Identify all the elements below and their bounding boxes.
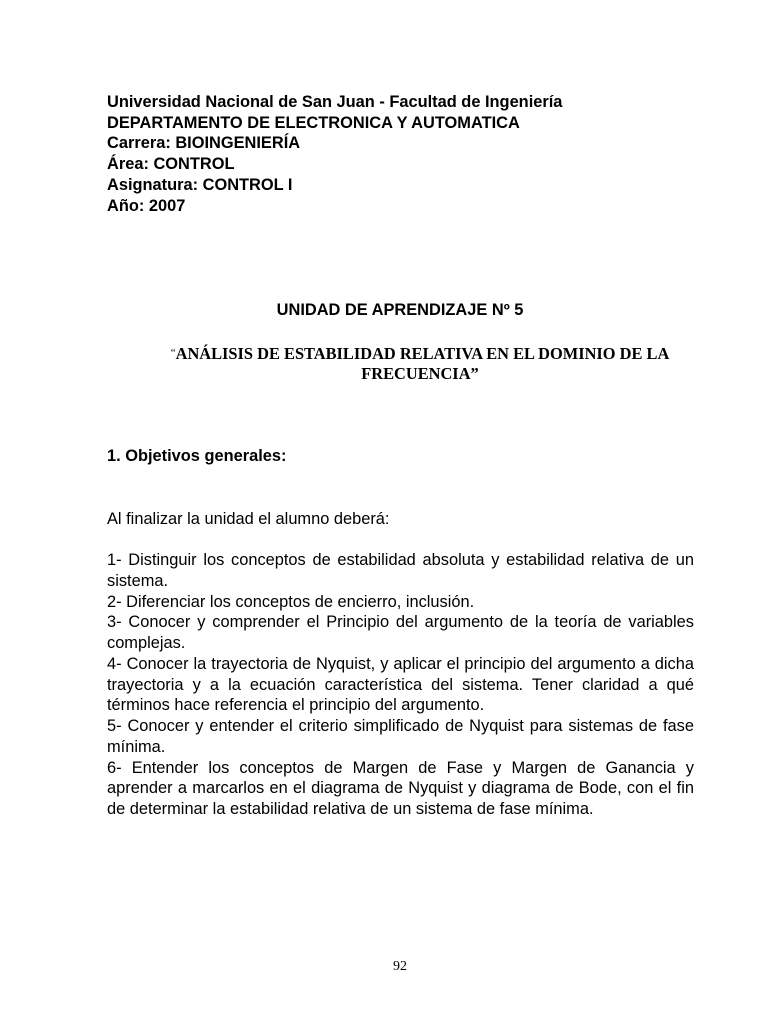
objective-item: 5- Conocer y entender el criterio simplificado de Nyquist para sistemas de fase mínima.	[107, 717, 694, 756]
career-line: Carrera: BIOINGENIERÍA	[107, 134, 301, 153]
page-number: 92	[393, 959, 407, 974]
subject-line: Asignatura: CONTROL I	[107, 175, 293, 194]
area-line: Área: CONTROL	[107, 155, 235, 174]
objective-item: 1- Distinguir los conceptos de estabilidad absoluta y estabilidad relativa de un sistema.	[107, 551, 694, 590]
section-heading: 1. Objetivos generales:	[107, 447, 287, 465]
objective-item: 4- Conocer la trayectoria de Nyquist, y aplicar el principio del argumento a dicha trayectoria y a la ecuación característica del sistema. Tener claridad a qué términos hace referencia el principio del argumento.	[107, 654, 694, 715]
unit-subtitle	[140, 343, 700, 384]
objective-item: 3- Conocer y comprender el Principio del argumento de la teoría de variables complejas.	[107, 613, 694, 652]
university-line: Universidad Nacional de San Juan - Facultad de Ingeniería	[107, 93, 563, 111]
document-header	[107, 92, 707, 216]
year-line: Año: 2007	[107, 196, 186, 215]
objective-item: 2- Diferenciar los conceptos de encierro, inclusión.	[107, 592, 475, 611]
subtitle-text: ANÁLISIS DE ESTABILIDAD RELATIVA EN EL DOMINIO DE LA FRECUENCIA”	[175, 344, 670, 383]
objectives-list	[107, 550, 694, 820]
subtitle-open-quote: “	[170, 347, 176, 359]
objective-item: 6- Entender los conceptos de Margen de Fase y Margen de Ganancia y aprender a marcarlos en el diagrama de Nyquist y diagrama de Bode, con el fin de determinar la estabilidad relativa de un sistema de fase mínima.	[107, 758, 694, 818]
department-line: DEPARTAMENTO DE ELECTRONICA Y AUTOMATICA	[107, 113, 520, 132]
section-intro: Al finalizar la unidad el alumno deberá:	[107, 510, 390, 528]
unit-title: UNIDAD DE APRENDIZAJE Nº 5	[276, 301, 524, 319]
